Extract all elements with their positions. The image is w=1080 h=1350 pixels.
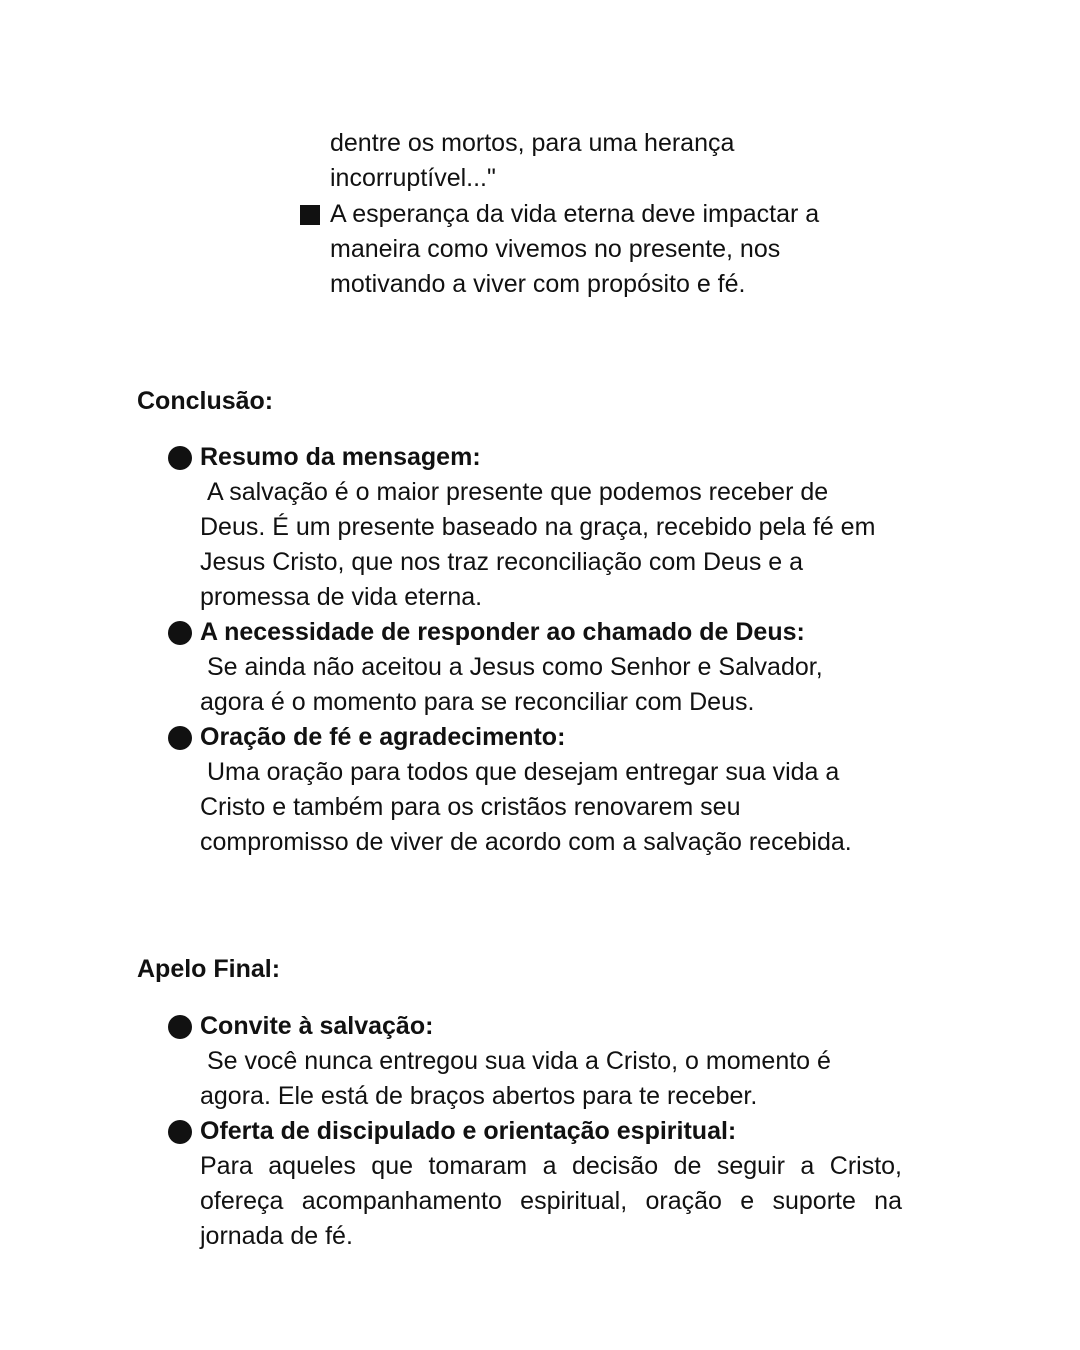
square-bullet-text: A esperança da vida eterna deve impactar a maneira como vivemos no presente, nos motivando a viver com propósito e fé. (330, 200, 820, 298)
conclusion-list (200, 440, 930, 860)
square-bullet-icon (300, 205, 320, 225)
square-bullet-item (330, 197, 890, 302)
list-item (200, 1009, 902, 1114)
list-item-body: Para aqueles que tomaram a decisão de seguir a Cristo, ofereça acompanhamento espiritual, oração e suporte na jornada de fé. (200, 1152, 902, 1250)
list-item (200, 615, 930, 720)
appeal-heading: Apelo Final: (137, 955, 281, 983)
continuation-text: dentre os mortos, para uma herança incorruptível..." (330, 129, 735, 192)
bullet-icon (168, 621, 192, 645)
list-item-body: Se ainda não aceitou a Jesus como Senhor e Salvador, agora é o momento para se reconciliar com Deus. (200, 653, 823, 716)
list-item-body: Se você nunca entregou sua vida a Cristo, o momento é agora. Ele está de braços abertos para te receber. (200, 1047, 831, 1110)
conclusion-heading: Conclusão: (137, 387, 274, 415)
list-item (200, 720, 930, 860)
bullet-icon (168, 446, 192, 470)
list-item-title: A necessidade de responder ao chamado de Deus: (200, 618, 805, 646)
bullet-icon (168, 1015, 192, 1039)
list-item-title: Resumo da mensagem: (200, 443, 481, 471)
list-item-body: A salvação é o maior presente que podemos receber de Deus. É um presente baseado na graça, recebido pela fé em Jesus Cristo, que nos traz reconciliação com Deus e a promessa de vida eterna. (200, 478, 876, 611)
bullet-icon (168, 726, 192, 750)
list-item-body: Uma oração para todos que desejam entregar sua vida a Cristo e também para os cristãos renovarem seu compromisso de viver de acordo com a salvação recebida. (200, 758, 852, 856)
list-item-title: Oração de fé e agradecimento: (200, 723, 566, 751)
list-item-title: Oferta de discipulado e orientação espiritual: (200, 1117, 737, 1145)
bullet-icon (168, 1120, 192, 1144)
appeal-list (200, 1009, 902, 1254)
list-item (200, 440, 930, 615)
list-item-title: Convite à salvação: (200, 1012, 434, 1040)
list-item (200, 1114, 902, 1254)
